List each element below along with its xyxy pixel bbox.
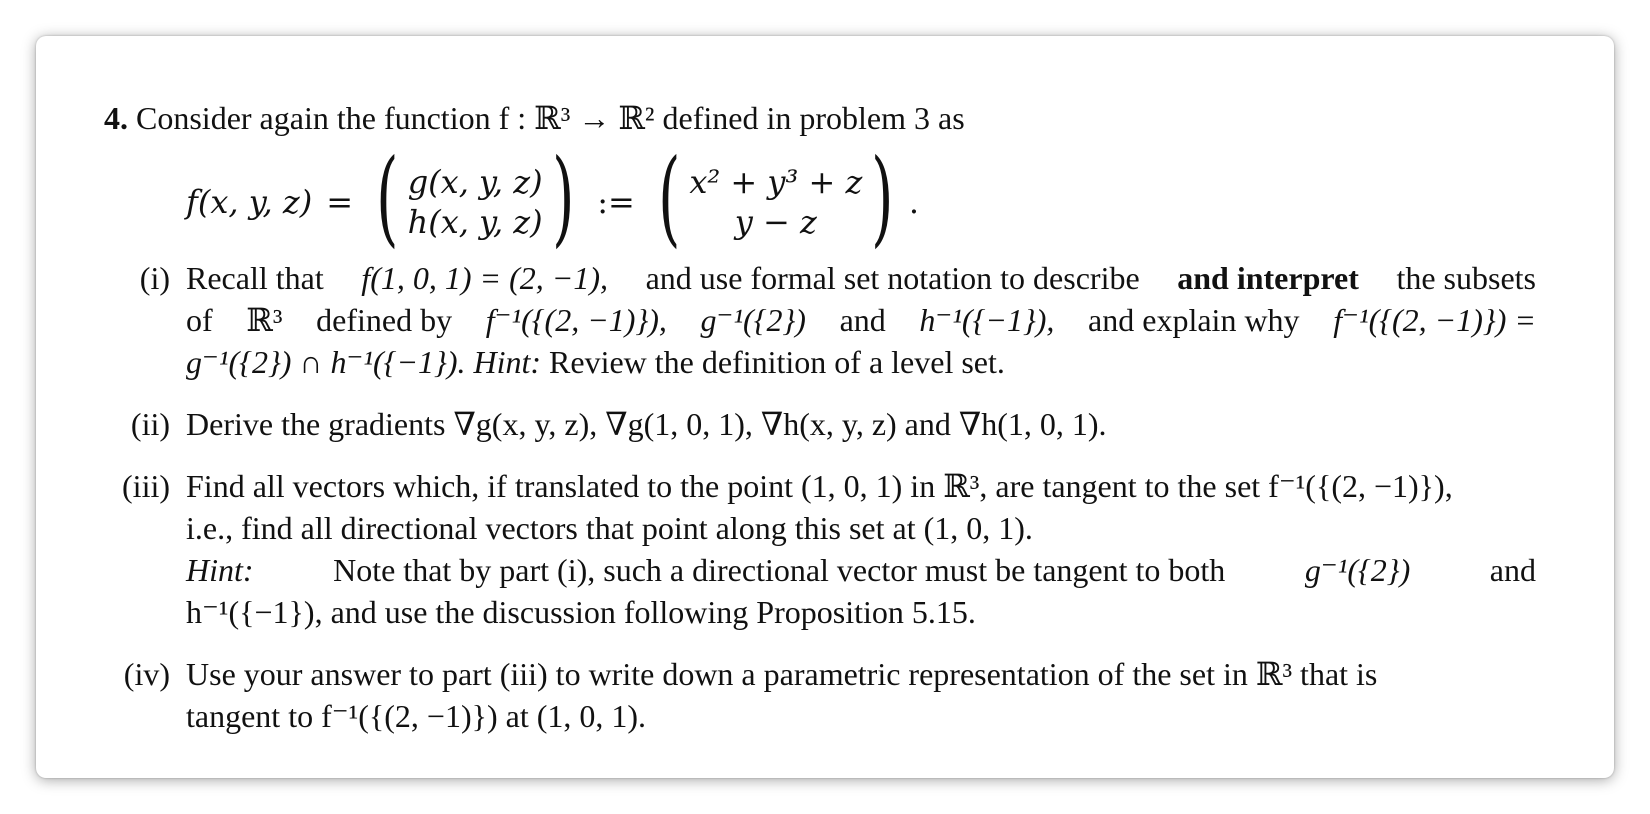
part-i-line-3: g⁻¹({2}) ∩ h⁻¹({−1}). Hint: Review the definition of a level set.	[186, 344, 1005, 380]
part-iii-line-4: h⁻¹({−1}), and use the discussion following Proposition 5.15.	[186, 594, 976, 630]
left-paren-2: (	[657, 136, 681, 258]
part-i-line-2: of ℝ³ defined by f⁻¹({(2, −1)}), g⁻¹({2}) and h⁻¹({−1}), and explain why f⁻¹({(2, −1)}) =	[186, 302, 1536, 338]
part-iii-line-2: i.e., find all directional vectors that point along this set at (1, 0, 1).	[186, 510, 1033, 546]
right-paren-2: )	[871, 136, 894, 258]
vector-gh	[408, 162, 543, 242]
equation-lhs: f(x, y, z)	[186, 183, 313, 221]
equation-equals: =	[326, 183, 354, 221]
component-2: y − z	[734, 203, 817, 241]
equation-period: .	[908, 183, 920, 221]
left-paren: (	[376, 136, 399, 258]
part-iii-line-1: Find all vectors which, if translated to the point (1, 0, 1) in ℝ³, are tangent to the set f⁻¹({(2, −1)}),	[186, 468, 1453, 504]
part-label-iii: (iii)	[122, 468, 170, 504]
part-label-iv: (iv)	[123, 656, 170, 692]
part-iv-line-2: tangent to f⁻¹({(2, −1)}) at (1, 0, 1).	[186, 698, 647, 734]
part-label-i: (i)	[139, 260, 170, 296]
problem-intro: Consider again the function f : ℝ³ → ℝ² defined in problem 3 as	[136, 100, 965, 136]
problem-intro-line	[104, 98, 965, 138]
part-i-line-1: Recall that f(1, 0, 1) = (2, −1), and use formal set notation to describe and interpret the subsets	[186, 260, 1536, 296]
equation-defeq: :=	[597, 183, 635, 221]
part-label-ii: (ii)	[130, 406, 170, 442]
vector-components	[689, 162, 862, 242]
problem-number: 4.	[104, 100, 128, 136]
part-iii-line-3: Hint: Note that by part (i), such a directional vector must be tangent to both g⁻¹({2}) and	[186, 552, 1536, 588]
part-iv-line-1: Use your answer to part (iii) to write down a parametric representation of the set in ℝ³ that is	[186, 656, 1378, 692]
display-equation	[186, 136, 920, 258]
part-ii-line-1: Derive the gradients ∇g(x, y, z), ∇g(1, 0, 1), ∇h(x, y, z) and ∇h(1, 0, 1).	[186, 406, 1107, 442]
right-paren: )	[551, 136, 575, 258]
component-1: x² + y³ + z	[689, 163, 863, 201]
vector-h: h(x, y, z)	[407, 203, 543, 241]
vector-g: g(x, y, z)	[407, 163, 543, 201]
